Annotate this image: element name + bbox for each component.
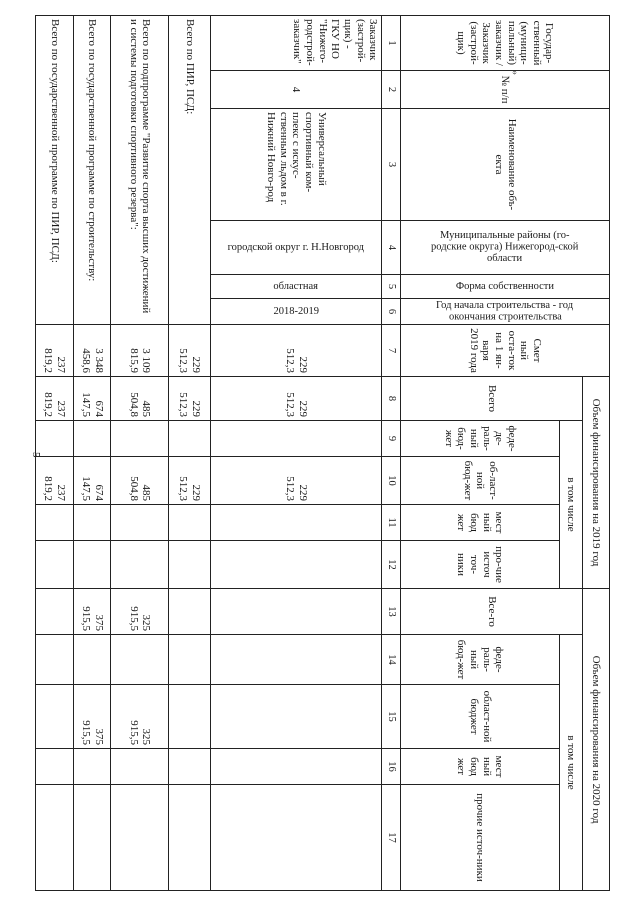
- col-num: 6: [382, 299, 401, 325]
- summary-row-pir: [168, 16, 210, 891]
- summary-empty: [168, 635, 210, 685]
- side-mark: »: [509, 70, 520, 75]
- header-obl-2019: об-ласт-ной бюд-жет: [400, 457, 559, 505]
- summary-label: Всего по государственной программе по строительству:: [73, 16, 111, 325]
- header-years: Год начала строительства - год окончания строительства: [400, 299, 609, 325]
- col-num: 12: [382, 541, 401, 589]
- object-obl-2019: 229 512,3: [211, 457, 382, 505]
- object-customer: Заказчик (застрой-щик) - ГКУ НО "Нижего-родстрой-заказчик": [211, 16, 382, 71]
- header-mest-2020: мест ный бюд жет: [400, 749, 559, 785]
- col-num: 3: [382, 109, 401, 221]
- header-mest-2019: мест ный бюд жет: [400, 505, 559, 541]
- header-in-that-2020: в том числе: [560, 635, 582, 891]
- object-mest-2020: [211, 749, 382, 785]
- header-estimate: Смет ный оста-ток на 1 ян-варя 2019 года: [400, 325, 609, 377]
- column-numbers-row: [382, 16, 401, 891]
- summary-empty: [36, 505, 74, 541]
- header-customer: Государ-ственный (муници-пальный) заказчик / Заказчик (застрой-щик): [400, 16, 609, 71]
- summary-total-2020: 325 915,5: [111, 589, 168, 635]
- object-estimate: 229 512,3: [211, 325, 382, 377]
- header-ownership: Форма собственности: [400, 275, 609, 299]
- header-fed-2020: феде-раль-ный бюд-жет: [400, 635, 559, 685]
- summary-estimate: 229 512,3: [168, 325, 210, 377]
- summary-empty: [73, 749, 111, 785]
- col-num: 8: [382, 377, 401, 421]
- summary-empty: [111, 505, 168, 541]
- header-in-that-2019: в том числе: [560, 421, 582, 589]
- summary-empty: [111, 635, 168, 685]
- object-ownership: областная: [211, 275, 382, 299]
- col-num: 17: [382, 785, 401, 891]
- col-num: 4: [382, 221, 401, 275]
- financing-table: [35, 15, 610, 891]
- header-fed-2019: феде-де-раль-ный бюд-жет: [400, 421, 559, 457]
- col-num: 11: [382, 505, 401, 541]
- summary-empty: [36, 749, 74, 785]
- object-total-2019: 229 512,3: [211, 377, 382, 421]
- header-object-name: Наименование объ-екта: [400, 109, 609, 221]
- page-number: 5: [30, 452, 42, 458]
- summary-empty: [36, 635, 74, 685]
- summary-total-2020: 375 915,5: [73, 589, 111, 635]
- summary-empty: [168, 505, 210, 541]
- object-name: Универсальный спортивный ком-плекс с искус-ственным льдом в г. Нижний Новго-род: [211, 109, 382, 221]
- summary-obl-2020: 375 915,5: [73, 685, 111, 749]
- summary-estimate: 3 109 815,9: [111, 325, 168, 377]
- summary-total-2019: 237 819,2: [36, 377, 74, 421]
- summary-empty: [73, 421, 111, 457]
- col-num: 15: [382, 685, 401, 749]
- summary-total-2019: 485 504,8: [111, 377, 168, 421]
- summary-empty: [168, 749, 210, 785]
- summary-empty: [36, 541, 74, 589]
- summary-empty: [111, 421, 168, 457]
- header-total-2020: Все-го: [400, 589, 582, 635]
- summary-label: Всего по государственной программе по ПИР, ПСД:: [36, 16, 74, 325]
- financing-table-rotated: [35, 15, 610, 890]
- summary-empty: [73, 635, 111, 685]
- summary-empty: [168, 421, 210, 457]
- summary-label: Всего по подпрограмме "Развитие спорта высших достижений и системы подготовки спортивного резерва":: [111, 16, 168, 325]
- object-fed-2020: [211, 635, 382, 685]
- col-num: 9: [382, 421, 401, 457]
- summary-row-state-program: [73, 16, 111, 891]
- summary-obl-2019: 229 512,3: [168, 457, 210, 505]
- summary-row-subprogram: [111, 16, 168, 891]
- summary-empty: [73, 505, 111, 541]
- object-other-2020: [211, 785, 382, 891]
- col-num: 16: [382, 749, 401, 785]
- col-num: 2: [382, 71, 401, 109]
- col-num: 10: [382, 457, 401, 505]
- summary-empty: [73, 785, 111, 891]
- object-years: 2018-2019: [211, 299, 382, 325]
- summary-estimate: 3 348 458,6: [73, 325, 111, 377]
- summary-obl-2019: 674 147,5: [73, 457, 111, 505]
- col-num: 14: [382, 635, 401, 685]
- col-num: 1: [382, 16, 401, 71]
- summary-total-2019: 674 147,5: [73, 377, 111, 421]
- object-obl-2020: [211, 685, 382, 749]
- summary-empty: [111, 749, 168, 785]
- summary-estimate: 237 819,2: [36, 325, 74, 377]
- summary-empty: [36, 589, 74, 635]
- header-other-2020: прочие источ-ники: [400, 785, 559, 891]
- col-num: 7: [382, 325, 401, 377]
- object-total-2020: [211, 589, 382, 635]
- summary-empty: [168, 785, 210, 891]
- object-district: городской округ г. Н.Новгород: [211, 221, 382, 275]
- summary-obl-2019: 485 504,8: [111, 457, 168, 505]
- object-row: [211, 16, 382, 891]
- object-number: 4: [211, 71, 382, 109]
- summary-empty: [73, 541, 111, 589]
- summary-empty: [168, 685, 210, 749]
- summary-total-2019: 229 512,3: [168, 377, 210, 421]
- header-district: Муниципальные районы (го-родские округа) Нижегород-ской области: [400, 221, 609, 275]
- summary-empty: [36, 685, 74, 749]
- summary-empty: [36, 785, 74, 891]
- summary-obl-2020: 325 915,5: [111, 685, 168, 749]
- summary-obl-2019: 237 819,2: [36, 457, 74, 505]
- summary-empty: [111, 541, 168, 589]
- summary-empty: [168, 541, 210, 589]
- summary-label: Всего по ПИР, ПСД:: [168, 16, 210, 325]
- col-num: 13: [382, 589, 401, 635]
- summary-empty: [111, 785, 168, 891]
- header-obl-2020: област-ной бюджет: [400, 685, 559, 749]
- header-other-2019: про-чие источ точ-ники: [400, 541, 559, 589]
- header-financing-2019: Объем финансирования на 2019 год: [582, 377, 609, 589]
- header-number: № п/п: [400, 71, 609, 109]
- header-total-2019: Всего: [400, 377, 582, 421]
- col-num: 5: [382, 275, 401, 299]
- object-mest-2019: [211, 505, 382, 541]
- summary-empty: [168, 589, 210, 635]
- header-financing-2020: Объем финансирования на 2020 год: [582, 589, 609, 891]
- summary-row-state-pir: [36, 16, 74, 891]
- summary-empty: [36, 421, 74, 457]
- object-other-2019: [211, 541, 382, 589]
- object-fed-2019: [211, 421, 382, 457]
